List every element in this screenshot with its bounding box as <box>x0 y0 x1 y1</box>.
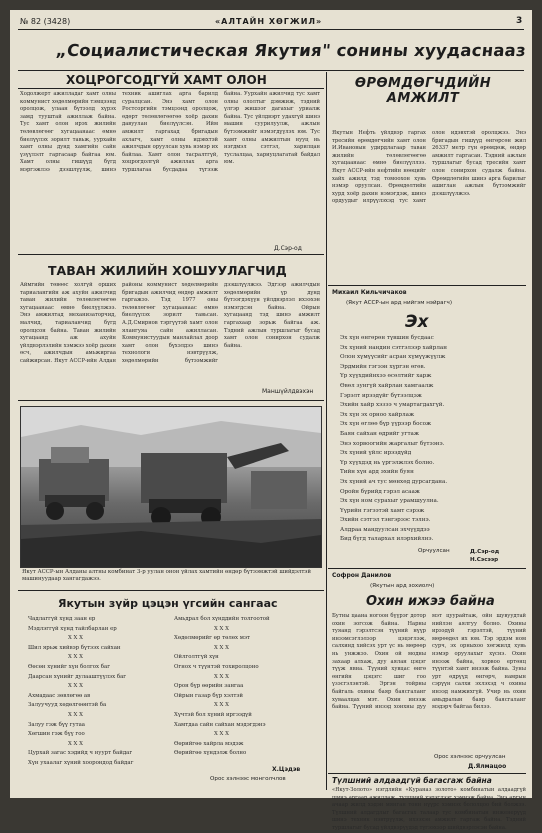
tavan-byline: Маншүйлдвэхэн <box>262 388 314 395</box>
proverb-separator: X X X <box>214 673 229 680</box>
proverb-line: Даарсан хүнийг дулааштүүлэх баг <box>28 673 127 680</box>
ohin-body <box>332 613 526 763</box>
tavan-text: Аймгийн төвөөс холгүй орших тариалангийн аж ахуйн ажилчид таван жилийн төлөвлөгөөгөө хугацаанаас өмнө биелүүлжээ. Энэ амжилтад механизаторчид, малчид, тариаланчид бүгд оролцсон байна. Таван жилийн хугацаанд аж ахуйн үйлдвэрлэлийн хэмжээ хоёр дахин өсч, ажилчдын амьжиргаа сайжирсан. Якут АССР-ийн Алдан районы коммунист хөдөлмөрийн бригадын ажилчид өндөр амжилт гаргажээ. Тэд 1977 оны төлөвлөгөөг хугацаанаас өмнө биелүүлэх зорилт тавьсан. А.Д.Смирнов тэргүүтэй хамт олон ялангуяа сайн ажилласан. Коммунистуудын манлайлал доор хамт олон бүхэлдээ шинэ технологи нэвтрүүлж, хөдөлмөрийн бүтээмжийг дээшлүүлжээ. Эдгээр ажилчдын хөдөлмөрийн үр дүнд бүтээгдэхүүн үйлдвэрлэл ихээхэн нэмэгдсэн байна. Ойрын хугацаанд тэд шинэ амжилт гаргахаар зорьж байгаа аж. Тэдний ажлын туршлагыг бусад хамт олон сонирхон судалж байна. <box>20 282 320 364</box>
proverb-line: Өөсөн хүнийг хүн болгох баг <box>28 663 111 670</box>
divider-2 <box>18 400 324 401</box>
tavan-body <box>20 282 320 382</box>
poem1-translator-label: Орчуулсан <box>418 548 450 554</box>
main-headline: „Социалистическая Якутия" сонины хуудаснааз <box>55 41 527 60</box>
proverb-line: Өөрийгөө хайрла мэдэж <box>174 740 244 747</box>
divider-3 <box>18 590 324 591</box>
proverb-separator: X X X <box>214 731 229 738</box>
proverb-separator: X X X <box>68 683 83 690</box>
poem-line: Эх хүний үйлс ирээдүйд <box>340 450 412 457</box>
poem-line: Эрдмийн гэгээн хүргэн өгөв. <box>340 363 426 370</box>
ohin-subtitle: (Якутын ард зохиолч) <box>370 583 435 589</box>
mining-photo <box>20 406 322 568</box>
proverbs-byline: Х.Цэдэв <box>272 766 301 773</box>
poem1-title: Эх <box>405 312 429 332</box>
ohin-translator: Орос хэлнээс орчуулсан <box>434 754 506 760</box>
collective-text: Ходолжерт ажилладаг хамт олны коммунист хөдөлмөрийн тэмцээнд оролцож, улаан бүтээлд хүрэх замд тууштай ажиллаж байна. Тус хамт олон ирэх жилийн төлөвлөгөөг хугацаанаас өмнө биелүүлэх зорилт тавьж, уурхайн хамт олны дунд хамгийн сайн үзүүлэлт гаргасаар байгаа юм. Хамт олны гишүүд бүгд мэргэжлээ дээшлүүлж, шинэ техник ашиглах арга барилд суралцсан. Энэ хамт олон Ростсоргийн тэмцээнд оролцож, өдөрт төлөвлөгөөгөө хоёр дахин давуулан биелүүлсэн. Ийм амжилт гаргахад бригадын ахлагч, хамт олны идэвхтэй ажилчдын оруулсан хувь нэмэр их байлаа. Хамт олон тасралтгүй, хоцрогдолгүй ажиллах арга туршлагаа бусдадаа түгээж байна. Уурхайн ажилчид тус хамт олны ололтыг дэмжиж, тэдний үлгэр жишээг дагахыг уриалж байна. Тус үйлдвэрт удахгүй шинэ машин суурилуулж, ажлын бүтээмжийг нэмэгдүүлэх юм. Тус хамт олны амжилтын нууц нь нэгдмэл сэтгэл, харилцан туслалцаа, хариуцлагатай байдал юм. <box>20 91 320 173</box>
poem-line: Үр хүүхдийнхээ өсөлтийг харж <box>340 373 432 380</box>
proverb-line: Цурхай загас хэдийд ч нуурт байдаг <box>28 750 133 757</box>
proverb-line: Өөрийгөө хүндэлж болно <box>174 750 247 757</box>
proverb-separator: X X X <box>214 625 229 632</box>
proverb-separator: X X X <box>214 644 229 651</box>
poem-line: Баян сайхан өдрийг угтаж <box>340 430 420 437</box>
proverb-line: Орон бүр өөрийн зангаа <box>174 683 244 690</box>
proverb-line: Хөгшин гэж бүү гоо <box>28 731 85 738</box>
tulshin-title: Түлшний алдаадгүй багасгаж байна <box>332 776 492 785</box>
issue-number: № 82 (3428) <box>20 17 71 26</box>
newspaper-name: «АЛТАЙН ХӨГЖИЛ» <box>215 17 323 26</box>
divider-6 <box>328 773 526 774</box>
poem-line: Эх хүн өглөө бүр үүрээр босож <box>340 421 432 428</box>
proverb-line: Хүн ухаалаг хүний хоорондод байдаг <box>28 759 134 766</box>
ohin-author: Софрон Данилов <box>332 572 392 579</box>
ohin-text: Бутны цаана ногоон бүүрэг дотор охин зогсож байна. Нарны туяанд гэрэлтсэн түүний нүүр инээмсэглэлээр цэцэглэж, салхинд хийсэх урт үс нь мөрөөр нь унжжээ. Охин ой модны захаар алхаж, дуу аялан цэцэг түүж явна. Түүний хувцас өнгө өнгийн цэцэгс шиг гоо үзэсгэлэнтэй. Эргэн тойрны байгаль охины баяр баясгаланг хуваалцах мэт. Охин инээж байна. Түүний инээд хонхны дуу мэт цуурайтаж, ойн шувуудтай нийлэн аялгуу болно. Охины ирээдүй гэрэлтэй, түүний мөрөөдөл их юм. Тэр эрдэм ном сурч, эх орныхоо хөгжилд хувь нэмэр оруулахыг хүснэ. Охин инээж байна, хорвоо ертөнц түүнтэй хамт инээж байна. Зуны урт өдрүүд өнгөрч, намрын сэрүүн салхи эхлэхэд ч охины инээд намжихгүй. Учир нь охин амьдралын баяр баясгаланг мэдэрч байгаа билээ. <box>332 613 526 711</box>
proverbs-translator: Орос хэлнээс монголчлов <box>210 776 286 782</box>
poem-line: Бид бүгд талархал илэрхийлнэ. <box>340 536 434 543</box>
proverb-separator: X X X <box>68 711 83 718</box>
ohin-translator-name: Д.Ялмацоо <box>468 763 507 770</box>
poem1-subtitle: (Якут АССР-ын ард нийгэм нэйрагч) <box>346 300 453 306</box>
proverb-line: Залуучууд хөдөлгөөнтэй ба <box>28 702 107 709</box>
divider-1 <box>18 254 324 255</box>
divider-5 <box>328 568 526 569</box>
newspaper-page <box>10 10 532 831</box>
poem-line: Эх хүн эх орноо хайрлаж <box>340 411 415 418</box>
poem-line: Энэ хорвоогийн жаргалыг бүтээнэ. <box>340 440 445 447</box>
proverb-line: Чадлаггүй хүнд заан ер <box>28 616 96 622</box>
proverbs-title: Якутын зүйр цэцэн үгсийн сангаас <box>58 597 278 610</box>
header-rule <box>18 29 524 30</box>
ohin-title: Охин ижээ байна <box>366 594 495 609</box>
proverb-separator: X X X <box>214 702 229 709</box>
ordon-title <box>338 76 508 106</box>
poem1-author: Михаил Кильчичаков <box>332 289 407 296</box>
poem-line: Олон хүмүүсийг асран хүмүүжүүлж <box>340 354 446 361</box>
poem-line: Эхийн сэтгэл тэнгэрээс тэлнэ. <box>340 517 431 524</box>
collective-title: ХОЦРОГСОДГҮЙ ХАМТ ОЛОН <box>66 73 267 87</box>
tulshin-body <box>332 787 526 831</box>
proverb-line: Хөдөлмөрийг өр төлөх мэт <box>174 635 250 642</box>
proverb-line: Ойлголтгүй хүн <box>174 654 219 661</box>
poem-line: Алдраа мандуулсан эхчүүддээ <box>340 526 430 533</box>
headline-rule <box>18 70 524 71</box>
poem1-lines <box>340 334 500 549</box>
ordon-body <box>332 130 526 278</box>
poem-line: Үүрийн гэгээтэй хамт сэрэж <box>340 507 425 514</box>
poem-line: Эхийн хайр хэзээ ч умартагдахгүй. <box>340 402 445 409</box>
poem-line: Өвөл зунгүй хайрлан хамгаалж <box>340 382 434 389</box>
tulshin-text: «Якут-Золото» нэгдлийн «Кураназ золото» комбинатын алдаадгүй шинэ аргаар ажиллаж, түлшний хэрэглээг хэмнэж байна. Энэ аргын ачаар жилд хэдэн мянган тонн нүүрс хэмнэх бололцоо бий болжээ. Түлшний алдагдлыг багасгах талаар тус комбинатын инженерүүд шинэ техник нэвтрүүлж, ихээхэн амжилт гаргаж байна. Тэдний туршлагыг бусад үйлдвэрүүдэд түгээхээр шийдвэрлэсэн байна. <box>332 787 526 831</box>
divider-4 <box>328 285 526 286</box>
tavan-title: ТАВАН ЖИЛИЙН ХОШУУЛАГЧИД <box>48 263 287 278</box>
poem-line: Оройн бүрийд гэрэл асааж <box>340 488 420 495</box>
proverb-line: Огнох ч түүнтэй тохиролцоно <box>174 663 259 670</box>
ordon-text: Якутын Нефть үйлдвэр гаргах тресийн өрөмдөгчийн хамт олон И.Ивановын удирдлагаар таван жилийн төлөвлөгөөгөө хугацаанаас өмнө биелүүллээ. Якут АССР-ийн нефтийн нөөцийг хайх ажилд тэд томоохон хувь нэмэр оруулсан. Өрөмдөлтийн хурд хоёр дахин нэмэгдэж, шинэ ордуудыг илрүүлэхэд тус хамт олон идэвхтэй оролцжээ. Энэ бригадын гишүүд өнгөрсөн жил 26337 метр гүн өрөмдөж, өндөр амжилт гаргасан. Тэдний ажлын туршлагыг бусад тресийн хамт олон сонирхон судалж байна. Өрөмдлөгийн шинэ арга барилыг ашиглан ажлын бүтээмжийг дээшлүүлжээ. <box>332 130 526 205</box>
proverb-line: Хүчтэй бол хүний иргээдүй <box>174 711 252 718</box>
poem-line: Эх хүний ач тус мөнхөд дурсагдана. <box>340 478 448 485</box>
proverb-line: Мэдлэггүй хүнд тайлбарлан ер <box>28 625 117 632</box>
poem-line: Эх хүний нандин сэтгэлээр хайрлан <box>340 344 447 351</box>
poem-line: Гэрэлт ирээдүйг бүтээлцэж <box>340 392 422 399</box>
proverb-line: Шил ярьж хийвэр бүтээх сайхан <box>28 644 121 651</box>
page-number: 3 <box>516 16 523 26</box>
proverbs-right <box>174 615 320 765</box>
poem-line: Эх хүн ном сурахыг урамшуулна. <box>340 498 439 505</box>
proverb-line: Амьдрал бол хүнддийн толгоотой <box>174 616 270 622</box>
proverbs-left <box>28 615 173 775</box>
proverb-separator: X X X <box>68 740 83 747</box>
photo-caption: Якут АССР-ын Алданы алтны комбинат 3-р уулан онон үйлах хамтийн өндөр бүтээмжтэй шийдэлтэй машинуудаар хангагдажээ. <box>22 569 311 583</box>
proverb-line: Залуу гэж бүү гутаа <box>28 721 86 728</box>
mining-photo-illustration <box>21 407 321 567</box>
ordon-title-text: ӨРӨМДӨГЧДИЙН АМЖИЛТ <box>354 76 492 106</box>
column-rule <box>326 72 327 790</box>
proverb-line: Ахмадаас зөвлөгөө ав <box>28 692 91 699</box>
proverb-separator: X X X <box>68 654 83 661</box>
poem-line: Үр хүүхдэд нь үргэлжлэх болно. <box>340 459 435 466</box>
collective-byline: Д.Сэр-од <box>274 245 302 252</box>
collective-title-rule <box>18 88 324 89</box>
proverb-separator: X X X <box>68 635 83 642</box>
collective-body <box>20 91 320 243</box>
poem-line: Эх хүн өнгөрөн түвшин бусдаас <box>340 335 434 341</box>
proverb-line: Хамтдаа сайн сайхан мэдэгдэнэ <box>174 721 266 728</box>
proverb-line: Ойрын газар бүр хэлтэй <box>174 692 243 699</box>
poem1-translators: Д.Сэр-од Н.Сэсээр <box>470 549 500 563</box>
poem-line: Тийн хүн ард эхийн буян <box>340 469 414 476</box>
